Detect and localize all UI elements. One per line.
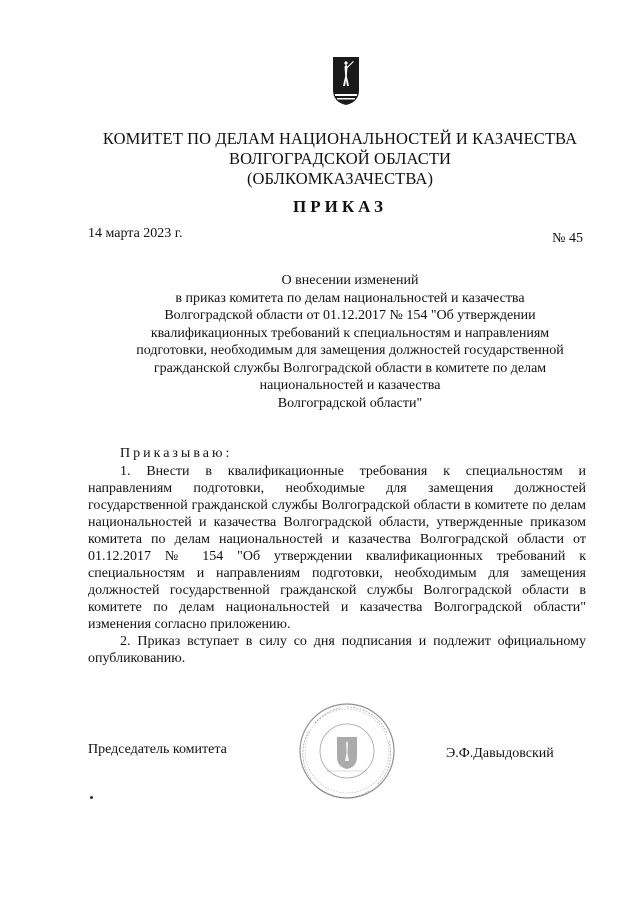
header-line-2: ВОЛГОГРАДСКОЙ ОБЛАСТИ	[228, 149, 452, 168]
organization-header	[0, 129, 640, 189]
order-body	[88, 445, 586, 667]
signature-name: Э.Ф.Давыдовский	[446, 746, 554, 761]
header-line-1: КОМИТЕТ ПО ДЕЛАМ НАЦИОНАЛЬНОСТЕЙ И КАЗАЧЕСТВА	[102, 129, 578, 148]
subject-line: квалификационных требований к специальностям и направлениям	[150, 325, 550, 341]
paragraph-2: 2. Приказ вступает в силу со дня подписания и подлежит официальному опубликованию.	[88, 634, 586, 666]
subject-line: гражданской службы Волгоградской области в комитете по делам	[153, 360, 547, 376]
subject-line: национальностей и казачества	[259, 378, 441, 393]
order-title: ПРИКАЗ	[293, 197, 387, 216]
subject-line: подготовки, необходимым для замещения должностей государственной	[136, 343, 564, 358]
order-date: 14 марта 2023 г.	[88, 226, 183, 241]
subject-line: О внесении изменений	[281, 273, 419, 288]
subject-line: Волгоградской области от 01.12.2017 № 154 "Об утверждении	[164, 308, 536, 323]
orders-word: Приказываю:	[120, 446, 233, 461]
scan-speck	[90, 796, 93, 799]
paragraph-1: 1. Внести в квалификационные требования к специальностям и направлениям подготовки, необходимые для замещения должностей государственной гражданской службы Волгоградской области в комитете по делам национальностей и казачества Волгоградской области, утвержденные приказом комитета по делам национальностей и казачества Волгоградской области от 01.12.2017 № 154 "Об утверждении квалификационных требований к специальностям и направлениям подготовки, необходимым для замещения должностей государственной гражданской службы Волгоградской области в комитете по делам национальностей и казачества Волгоградской области" изменения согласно приложению.	[88, 464, 586, 632]
header-line-3: (ОБЛКОМКАЗАЧЕСТВА)	[246, 169, 434, 188]
order-number: № 45	[552, 231, 583, 246]
volgograd-emblem-icon	[332, 56, 360, 106]
order-subject	[112, 272, 588, 412]
signature-role: Председатель комитета	[88, 742, 227, 757]
official-seal-icon	[297, 701, 397, 801]
subject-line: в приказ комитета по делам национальностей и казачества	[175, 290, 525, 306]
subject-line: Волгоградской области"	[277, 395, 423, 411]
